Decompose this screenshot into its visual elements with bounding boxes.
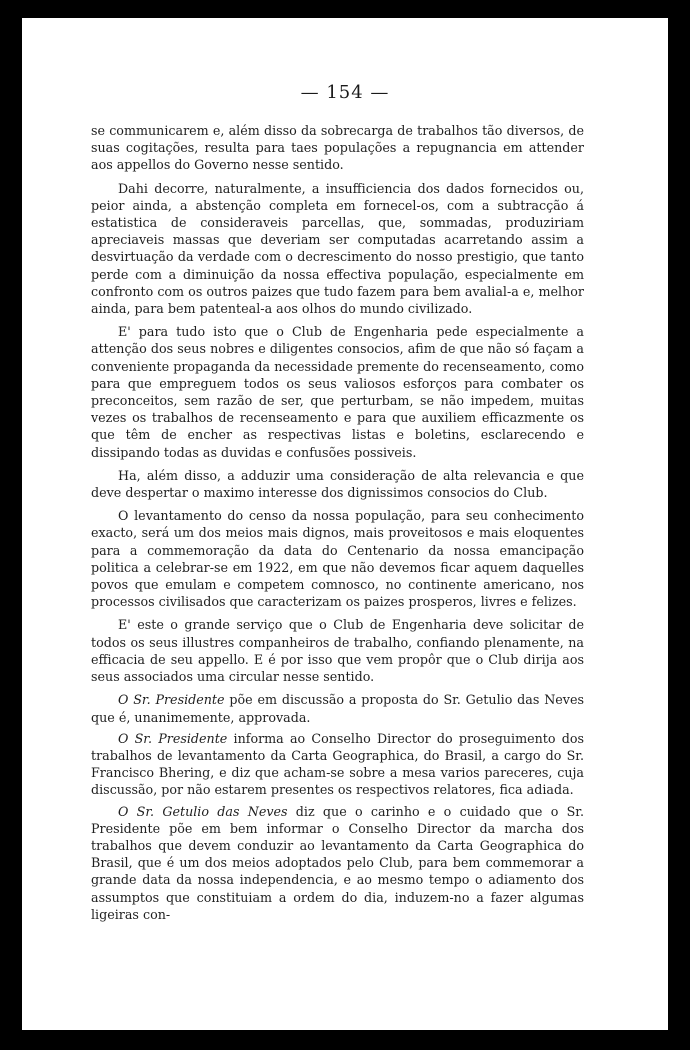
paragraph-club-appeal: E' para tudo isto que o Club de Engenharia pede especialmente a attenção dos seus nobres e diligentes consocios, afim de que não só façam a conveniente propaganda da necessidade premente do recenseamento, como para que empreguem todos os seus valiosos esforços para combater os preconceitos, sem razão de ser, que perturbam, se não impedem, muitas vezes os trabalhos de recenseamento e para que auxiliem efficazmente os que têm de encher as respectivas listas e boletins, esclarecendo e dissipando todas as duvidas e confusões possiveis.	[91, 324, 584, 460]
minutes-text: diz que o carinho e o cuidado que o Sr. Presidente põe em bem informar o Conselho Director da marcha dos trabalhos que devem conduzir ao levantamento da Carta Geographica do Brasil, que é um dos meios adoptados pelo Club, para bem commemorar a grande data da nossa independencia, e ao mesmo tempo o adiamento dos assumptos que constituiam a ordem do dia, induzem-no a fazer algumas ligeiras con-	[91, 803, 584, 922]
paragraph-insufficiencia: Dahi decorre, naturalmente, a insufficiencia dos dados fornecidos ou, peior ainda, a abstenção completa em fornecel-os, com a subtracção á estatistica de consideraveis parcellas, que, sommadas, produziriam apreciaveis massas que deveriam ser computadas acarretando assim a desvirtuação da verdade com o decrescimento do nosso prestigio, que tanto perde com a diminuição da nossa effectiva população, especialmente em confronto com os outros paizes que tudo fazem para bem avalial-a e, melhor ainda, para bem patenteal-a aos olhos do mundo civilizado.	[91, 180, 584, 317]
speaker-name: O Sr. Getulio das Neves	[118, 803, 288, 819]
minutes-text: informa ao Conselho Director do proseguimento dos trabalhos de levantamento da Carta Geographica, do Brasil, a cargo do Sr. Francisco Bhering, e diz que acham-se sobre a mesa varios pareceres, cuja discussão, por não estarem presentes os respectivos relatores, fica adiada.	[91, 730, 584, 798]
paragraph-continuation: se communicarem e, além disso da sobrecarga de trabalhos tão diversos, de suas cogitações, resulta para taes populações a repugnancia em attender aos appellos do Governo nesse sentido.	[91, 123, 584, 173]
paragraph-centenario: O levantamento do censo da nossa população, para seu conhecimento exacto, será um dos meios mais dignos, mais proveitosos e mais eloquentes para a commemoração da data do Centenario da nossa emancipação politica a celebrar-se em 1922, em que não devemos ficar aquem daquelles povos que emulam e competem comnosco, no continente americano, nos processos civilisados que caracterizam os paizes prosperos, livres e felizes.	[91, 508, 584, 610]
text-body	[91, 122, 584, 927]
page-number: — 154 —	[300, 82, 390, 103]
minutes-entry-approval	[91, 691, 584, 725]
minutes-entry-getulio	[91, 803, 584, 923]
speaker-name: O Sr. Presidente	[118, 692, 225, 708]
paragraph-grande-servico: E' este o grande serviço que o Club de Engenharia deve solicitar de todos os seus illustres companheiros de trabalho, confiando plenamente, na efficacia de seu appello. E é por isso que vem propôr que o Club dirija aos seus associados uma circular nesse sentido.	[91, 617, 584, 685]
minutes-text: põe em discussão a proposta do Sr. Getulio das Neves que é, unanimemente, approvada.	[91, 692, 584, 725]
book-page	[22, 18, 668, 1030]
paragraph-consideracao: Ha, além disso, a adduzir uma consideração de alta relevancia e que deve despertar o maximo interesse dos dignissimos consocios do Club.	[91, 467, 584, 501]
speaker-name: O Sr. Presidente	[118, 730, 228, 746]
minutes-entry-carta	[91, 730, 584, 799]
